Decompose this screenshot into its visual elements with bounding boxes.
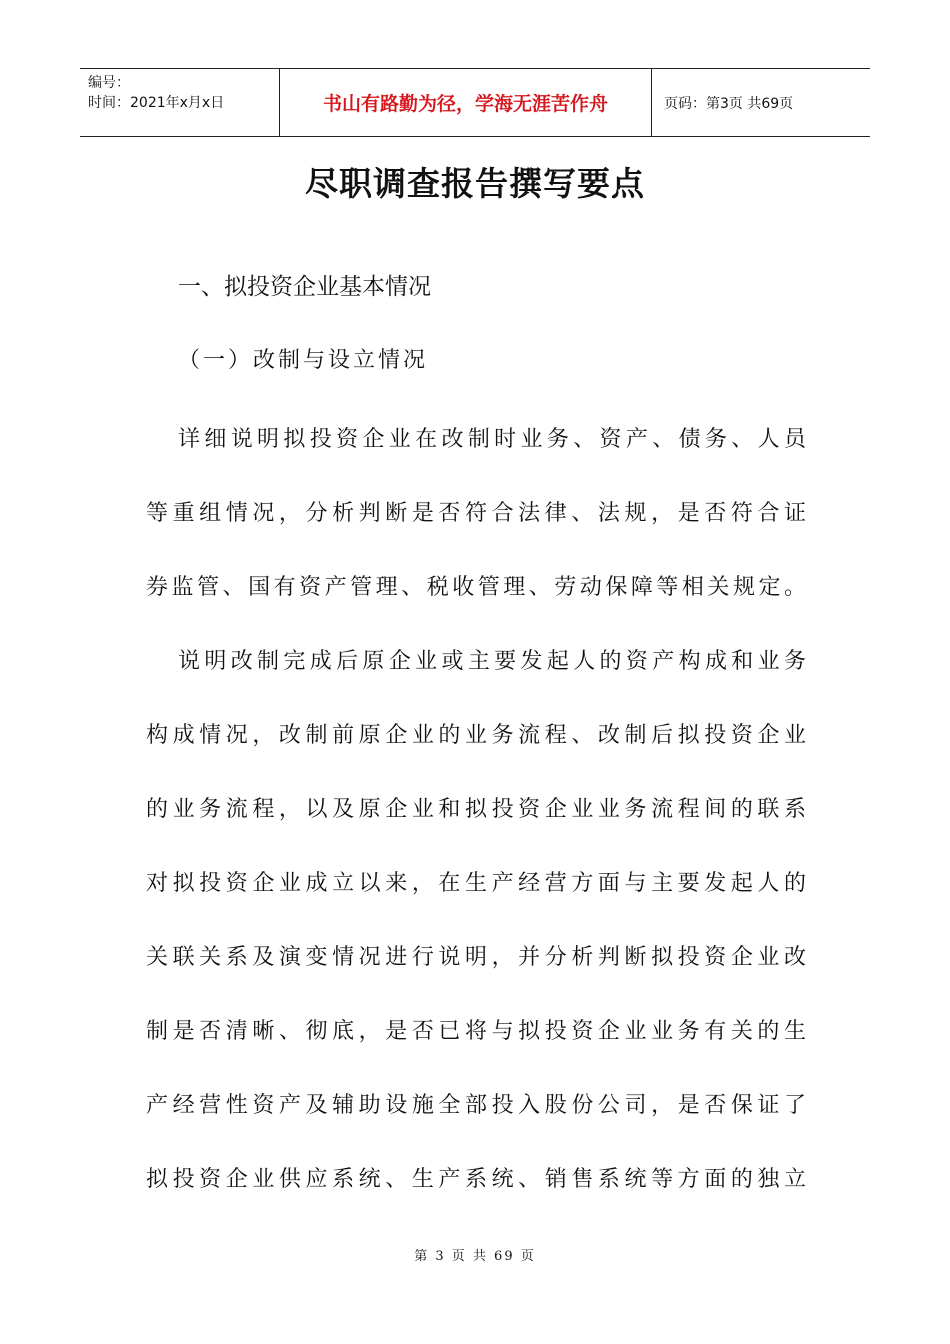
page-footer: 第 3 页 共 69 页 xyxy=(414,1249,536,1264)
header-motto: 书山有路勤为径，学海无涯苦作舟 xyxy=(280,69,652,136)
text-line: 产经营性资产及辅助设施全部投入股份公司，是否保证了 xyxy=(146,1093,806,1118)
time-label: 时间：2021年x月x日 xyxy=(88,95,225,111)
text-line: 说明改制完成后原企业或主要发起人的资产构成和业务 xyxy=(178,649,806,674)
text-line: 券监管、国有资产管理、税收管理、劳动保障等相关规定。 xyxy=(146,575,806,600)
text-line: 构成情况，改制前原企业的业务流程、改制后拟投资企业 xyxy=(146,723,806,748)
text-line: 制是否清晰、彻底，是否已将与拟投资企业业务有关的生 xyxy=(146,1019,806,1044)
document-title: 尽职调查报告撰写要点 xyxy=(305,164,645,203)
text-line: 对拟投资企业成立以来，在生产经营方面与主要发起人的 xyxy=(146,871,806,896)
text-line: 详细说明拟投资企业在改制时业务、资产、债务、人员 xyxy=(178,427,806,452)
section-heading: 一、拟投资企业基本情况 xyxy=(178,274,431,300)
body-text xyxy=(146,418,806,1232)
header-meta xyxy=(80,69,280,136)
header-page-info: 页码：第3页 共69页 xyxy=(664,95,794,112)
text-line: 关联关系及演变情况进行说明，并分析判断拟投资企业改 xyxy=(146,945,806,970)
subsection-heading: （一）改制与设立情况 xyxy=(178,348,429,373)
text-line: 的业务流程，以及原企业和拟投资企业业务流程间的联系 xyxy=(146,797,806,822)
page-header xyxy=(80,68,870,137)
text-line: 拟投资企业供应系统、生产系统、销售系统等方面的独立 xyxy=(146,1167,806,1192)
number-label: 编号： xyxy=(88,75,130,91)
text-line: 等重组情况，分析判断是否符合法律、法规，是否符合证 xyxy=(146,501,806,526)
